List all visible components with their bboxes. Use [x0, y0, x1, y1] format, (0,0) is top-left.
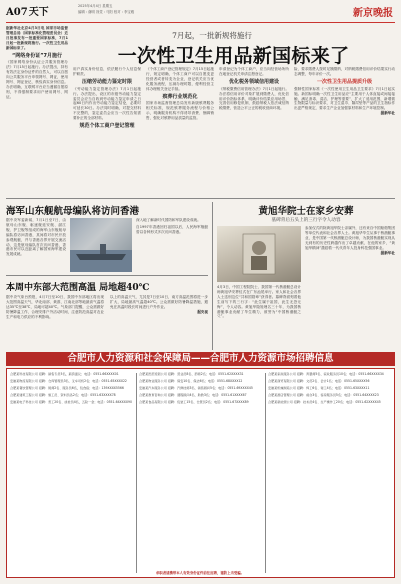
teacher-author: 据新华社	[380, 250, 395, 255]
teacher-body-col2	[305, 226, 395, 346]
job-item: 合肥某餐饮管理公司 招聘：厨师2名、服务员6名，包食宿；电话：139XXXX5566	[10, 386, 124, 391]
divider-vertical	[212, 202, 213, 350]
masthead	[0, 0, 401, 22]
jobs-banner	[6, 352, 395, 366]
subhead-network-id: “网络身份证”7月施行	[11, 52, 63, 59]
lead-col-2	[73, 67, 141, 195]
body-hygiene-intro: 险，要求缴费人按时足额缴纳，对纳税缴费信用评价结果实行动态调整，每年评价一次。	[294, 67, 395, 76]
subhead-funeral: 殡葬行业规范化	[162, 93, 198, 100]
body-labor: 《劳动能力鉴定管理办法》7月1日起施行。办法提出，设区的市级劳动能力鉴定委员会应当自收到劳动能力鉴定申请之日起60日内作出劳动能力鉴定结论，必要时可延长30日。办法同时明确，对提交材料不完整的，鉴定委员会应当一次性告知需要补正的全部材料。	[73, 86, 141, 121]
job-item: 合肥某物业服务公司 招聘：保安10名、保洁6名；电话：0551-68XXXX12	[139, 379, 243, 384]
heat-body-col2	[110, 295, 208, 347]
jobs-column-right	[268, 372, 392, 572]
job-item: 合肥某食品有限公司 招聘：包装工15名、仓管员2名；电话：0551-67XXXX89	[139, 400, 249, 405]
hk-photo	[70, 218, 132, 272]
hk-body-col1	[6, 218, 66, 270]
job-item: 安徽某汽车服务公司 招聘：汽修技师3名、销售顾问5名；电话：0551-69XXXX45	[139, 386, 253, 391]
masthead-rule	[6, 22, 395, 23]
body-funeral: 国家市场监督管理总局发布新版殡葬服务相关标准，规范殡葬服务流程与价格公示，明确服务机构不得诱导消费、捆绑销售，强化对殡葬用品质量的监管。	[146, 101, 214, 121]
subhead-tax: 优化税务领域信用建设	[228, 78, 279, 85]
heat-body: 据中央气象台预报，4月7日至10日，我国中东部地区将出现大范围高温天气，华北南部、黄淮、江南北部等地最高气温将达35℃至38℃，局地可超40℃。气象部门提醒，公众需做好防暑降温工作，合理安排户外活动时间，注意防范高温对农业生产和电力供应的不利影响。	[6, 295, 104, 319]
job-item: 安徽某电子科技公司 招聘：普工20名、质检员4名，五险一金；电话：0551-64XXXX90	[10, 400, 132, 405]
lead-col-5	[294, 67, 395, 195]
teacher-body-extra: 参加仪式的除黄旭华院士亲属外，还有来自中国船舶集团等单位代表和社会各界人士。黄旭华毕生从事于核潜艇事业，是中国第一代核潜艇总设计师，为我国核潜艇实现从无到有的历史性跨越作出了卓越贡献，在他的家乡，“黄旭华精神”激励着一代代青年人投身科技强国事业。	[305, 226, 395, 250]
heat-headline: 本周中东部大范围高温 局地超40℃	[6, 283, 150, 293]
body-hygiene: 强制性国家标准《一次性使用卫生用品卫生要求》7月1日起实施。新国标明确一次性卫生用品应“主要用于人体直接或间接接触，满足消毒、清洁、护理等需要”，扩大了适用范围，新增微生物限量与标识要求，对卫生湿巾、隔尿垫等产品的卫生指标作出更严格规定，要求生产企业加强原材料和生产环境控制。	[294, 86, 395, 111]
aircraft-carrier-image	[70, 218, 132, 272]
body-business: 《个体工商户登记管理规定》7月15日起施行，规定明确，个体工商户可以自愿变更经营者或者转变为企业，登记机关应当优化服务流程，压减办理时限，便利经营主体办理相关登记手续。	[146, 67, 214, 91]
lead-author: 据新华社	[380, 111, 395, 116]
lead-kicker: 7月起，一批新规将施行	[172, 31, 252, 40]
hk-headline: 海军山东舰航母编队将访问香港	[6, 206, 140, 217]
heat-body-col1	[6, 295, 104, 347]
lead-headline: 一次性卫生用品新国标来了	[117, 45, 350, 67]
body-network-id: 《国家网络身份认证公共服务管理办法》7月15日起施行。办法提出，持有有效法定身份证件的自然人，可以自愿向公共服务平台申领网号、网证，使用网号、网证登记、核验真实身份信息。办法明确，互联网平台应当遵循自愿原则，不得强制要求用户使用网号、网证。	[6, 60, 68, 99]
page-code	[6, 3, 49, 18]
heat-body-extra: 以上的高温天气，尤其是7日至10日，南方高温范围将进一步扩大，局地最高气温超40℃。公众需做好防暑降温措施，避免在高温时段长时间进行户外作业。	[110, 295, 208, 309]
job-item: 合肥某酒店管理公司 招聘：前台3名、客房服务员5名；电话：0551-64XXXX23	[268, 393, 379, 398]
lead-left-column	[6, 26, 68, 158]
hk-body-col3	[136, 218, 208, 270]
jobs-divider-1	[136, 373, 137, 573]
heat-author: 据央视	[197, 309, 208, 314]
jobs-column-left	[10, 372, 134, 572]
jobs-column-mid	[139, 372, 263, 572]
job-item: 合肥某医药连锁公司 招聘：营业员8名、药师2名；电话：0551-62XXXX31	[139, 372, 244, 376]
divider-hk	[6, 275, 208, 276]
teacher-body: 4月3日，中国工程院院士、我国第一代核潜艇总设计师黄旭华安葬仪式在广东汕尾举行。家人和社会各界人士送别这位“共和国勋章”获得者。墓碑背面刻着他生前写下的三行字：“此生属于祖国，此生无怨无悔”，令人动容。黄旭华隐姓埋名三十年，为我国核潜艇事业贡献了毕生精力，被誉为“中国核潜艇之父”。	[217, 285, 301, 319]
job-item: 合肥某教育咨询公司 招聘：课程顾问4名、助教3名；电话：0551-61XXXX67	[139, 393, 247, 398]
jobs-footer: 求职者请携带本人有效身份证件前往应聘，谨防上当受骗。	[155, 571, 245, 575]
teacher-headline: 黄旭华院士在家乡安葬	[258, 206, 354, 217]
job-item: 合肥某科技有限公司 招聘：销售专员5名，薪资面议；电话：0551-66XXXX01	[10, 372, 119, 376]
job-item: 安徽某机械制造公司 招聘：焊工6名、钳工4名；电话：0551-63XXXX11	[268, 386, 370, 391]
subhead-hygiene: 一次性卫生用品提质升级	[316, 78, 372, 85]
job-item: 合肥某家政服务公司 招聘：育婴师5名、家政服务员10名；电话：0551-66XXXX34	[268, 372, 384, 376]
lead-col-4	[219, 67, 289, 195]
memorial-portrait-image	[217, 226, 301, 282]
hk-body-extra: 深入地了解新时代国防和军队建设成就。	[136, 218, 201, 222]
divider-lead	[6, 198, 395, 199]
teacher-body-col1	[217, 285, 301, 347]
body-tax: 《纳税缴费信用管理办法》7月1日起施行。办法将信用评价对象扩展到缴费人，优化信用评价指标体系，明确评价结果应用场景，完善信用修复机制，鼓励纳税人依法诚信纳税缴费，营造公平公正的税收营商环境。	[219, 86, 289, 111]
hk-body: 据中央军委新闻，7月1日至7日，由航母山东舰、驱逐舰延安舰、湛江舰、护卫舰等组成的海军山东舰航母编队将访问香港，其间将对市民开放参观舰艇，并与香港各界开展交流活动，这是航母编队首次访问香港，香港市民可以近距离了解国家海军建设发展成就。	[6, 218, 66, 257]
job-item: 合肥某商贸有限公司 招聘：文员2名、会计1名；电话：0551-65XXXX56	[268, 379, 370, 384]
editor-line: 编辑 : 谢明 视觉 : 马阳 校对 : 李宝雅	[78, 10, 135, 14]
teacher-photo	[217, 226, 301, 282]
lead-col-3	[146, 67, 214, 195]
hk-body-extra2: 自1997年香港回归祖国以后，人民海军舰艇曾以各种形式多次访问香港。	[136, 224, 208, 234]
newspaper-logo: 新京晚报	[353, 8, 393, 19]
subhead-labor: 压缩劳动能力鉴定时限	[81, 78, 132, 85]
job-item: 安徽某物流有限公司 招聘：仓库管理员3名、叉车司机2名；电话：0551-65XXXX22	[10, 379, 127, 384]
teacher-subhead: 墓碑背后五头上的三行字令人动容	[271, 218, 341, 223]
section-name: 天下	[28, 7, 49, 18]
jobs-divider-2	[265, 373, 266, 573]
lead-paragraph: 据新华社北京4月3日电 国家市场监督管理总局（国家标准化管理委员会）近日批准发布一批重要国家标准，7月1日起一批新规将施行。一次性卫生用品新国标来了。	[6, 26, 68, 50]
jobs-box	[6, 368, 395, 578]
job-item: 合肥某建筑工程公司 招聘：施工员、资料员各2名；电话：0551-63XXXX78	[10, 393, 116, 398]
job-item: 合肥某新能源公司 招聘：技术员4名、生产操作工20名；电话：0551-62XXXX45	[268, 400, 381, 405]
body-tax-intro: 申请登记为个体工商户，应当向经营场所所在地登记机关申请注册登记。	[219, 67, 289, 76]
body-network-id-cont: 用户真实身份信息，依法履行个人信息保护职责。	[73, 67, 141, 76]
page-code-text: A07	[6, 7, 28, 18]
subhead-business: 规范个体工商户登记管理	[79, 123, 135, 130]
jobs-banner-title: 合肥市人力资源和社会保障局——合肥市人力资源市场招聘信息	[67, 353, 334, 364]
date-line: 2025年4月4日 星期五	[78, 4, 113, 8]
